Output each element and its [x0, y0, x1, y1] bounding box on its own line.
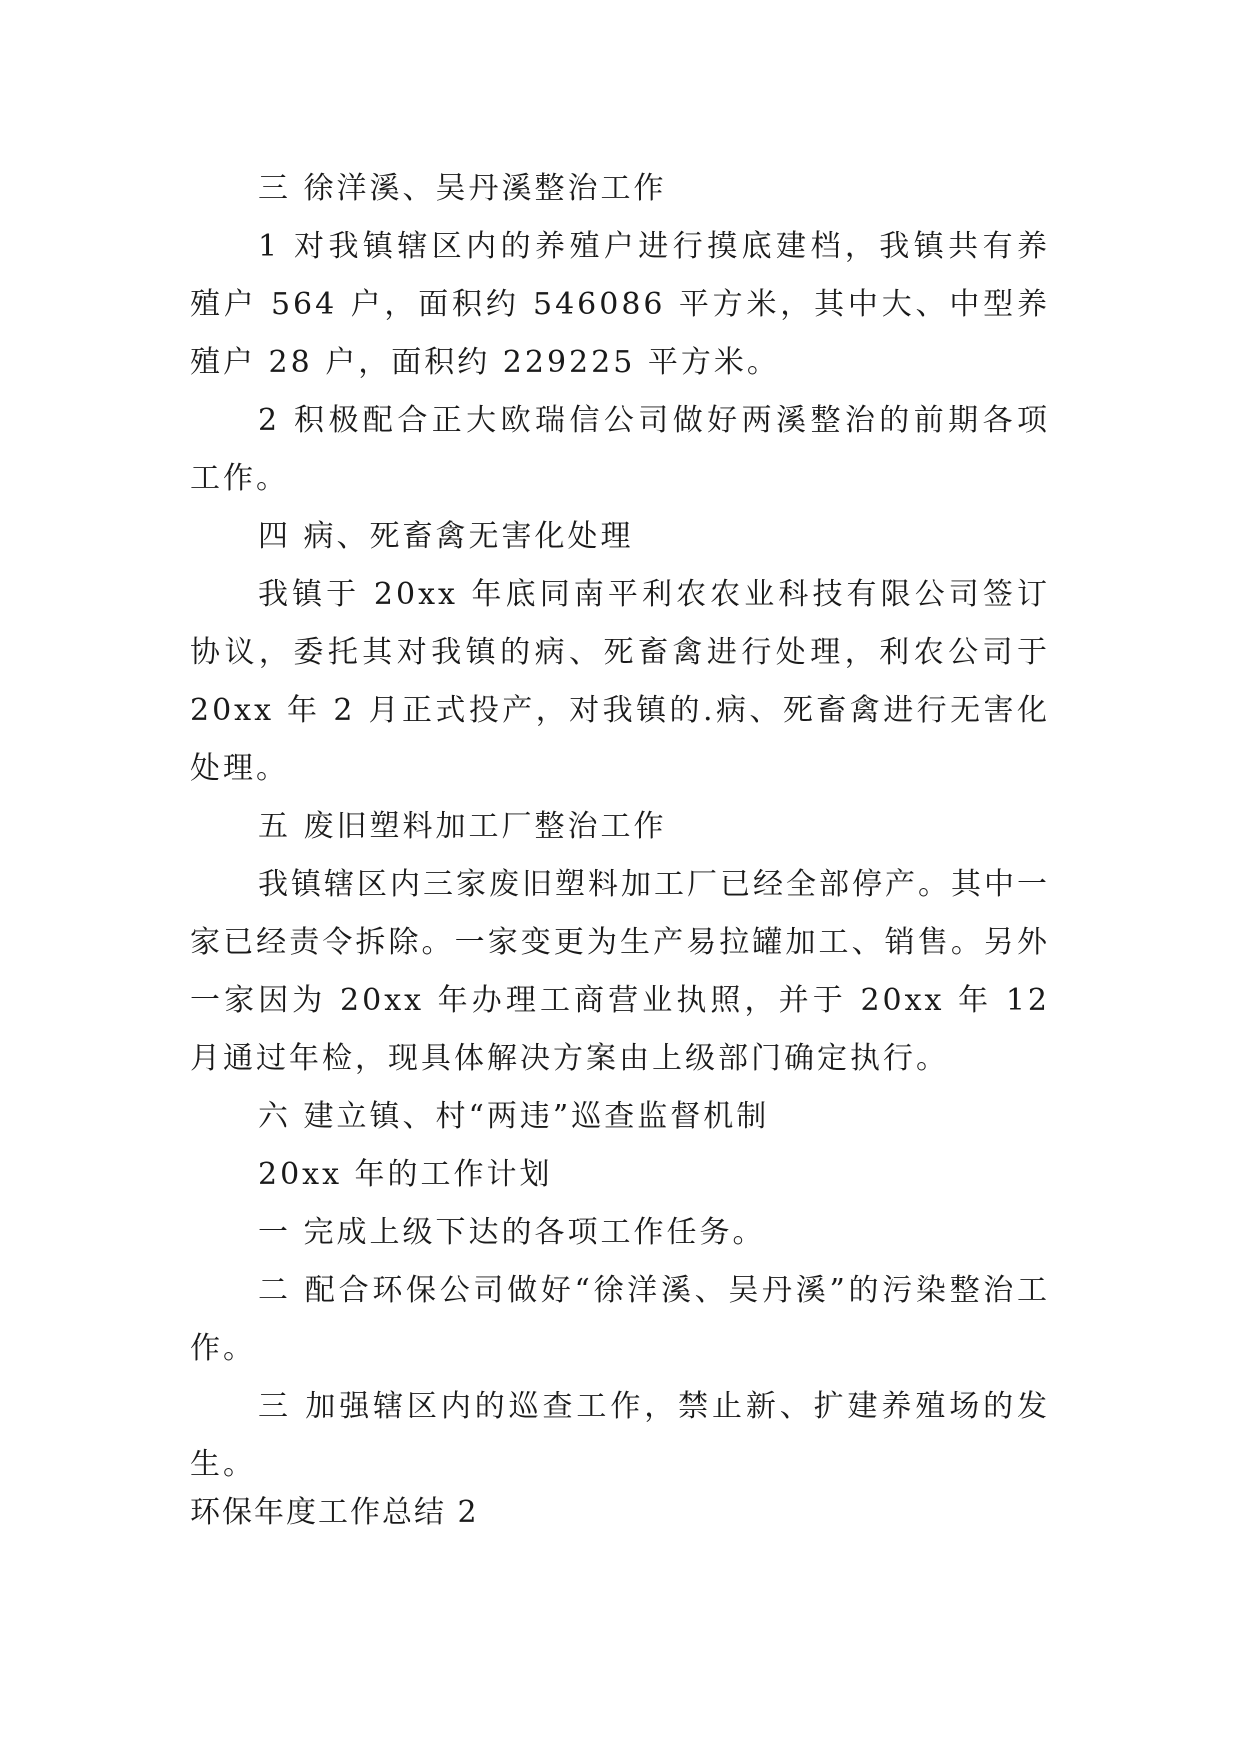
document-body: [190, 160, 1050, 1494]
section-heading-6: 六 建立镇、村“两违”巡查监督机制: [258, 1099, 770, 1134]
plan-item-1: 一 完成上级下达的各项工作任务。: [258, 1215, 766, 1250]
next-section-title: 环保年度工作总结 2: [190, 1495, 479, 1530]
section-heading-3: 三 徐洋溪、吴丹溪整治工作: [258, 171, 667, 206]
work-plan-heading: 20xx 年的工作计划: [258, 1157, 553, 1192]
paragraph-harmless-treatment: 我镇于 20xx 年底同南平利农农业科技有限公司签订协议，委托其对我镇的病、死畜禽进行处理，利农公司于 20xx 年 2 月正式投产，对我镇的.病、死畜禽进行无害化处理。: [190, 577, 1050, 786]
paragraph-cooperation: 2 积极配合正大欧瑞信公司做好两溪整治的前期各项工作。: [190, 403, 1050, 496]
plan-item-3: 三 加强辖区内的巡查工作，禁止新、扩建养殖场的发生。: [190, 1389, 1050, 1482]
paragraph-livestock-survey: 1 对我镇辖区内的养殖户进行摸底建档，我镇共有养殖户 564 户，面积约 546086 平方米，其中大、中型养殖户 28 户，面积约 229225 平方米。: [190, 229, 1050, 380]
section-heading-5: 五 废旧塑料加工厂整治工作: [258, 809, 667, 844]
plan-item-2: 二 配合环保公司做好“徐洋溪、吴丹溪”的污染整治工作。: [190, 1273, 1050, 1366]
paragraph-plastic-factories: 我镇辖区内三家废旧塑料加工厂已经全部停产。其中一家已经责令拆除。一家变更为生产易拉罐加工、销售。另外一家因为 20xx 年办理工商营业执照，并于 20xx 年 12 月通过年检，现具体解决方案由上级部门确定执行。: [190, 867, 1050, 1076]
section-heading-4: 四 病、死畜禽无害化处理: [258, 519, 634, 554]
